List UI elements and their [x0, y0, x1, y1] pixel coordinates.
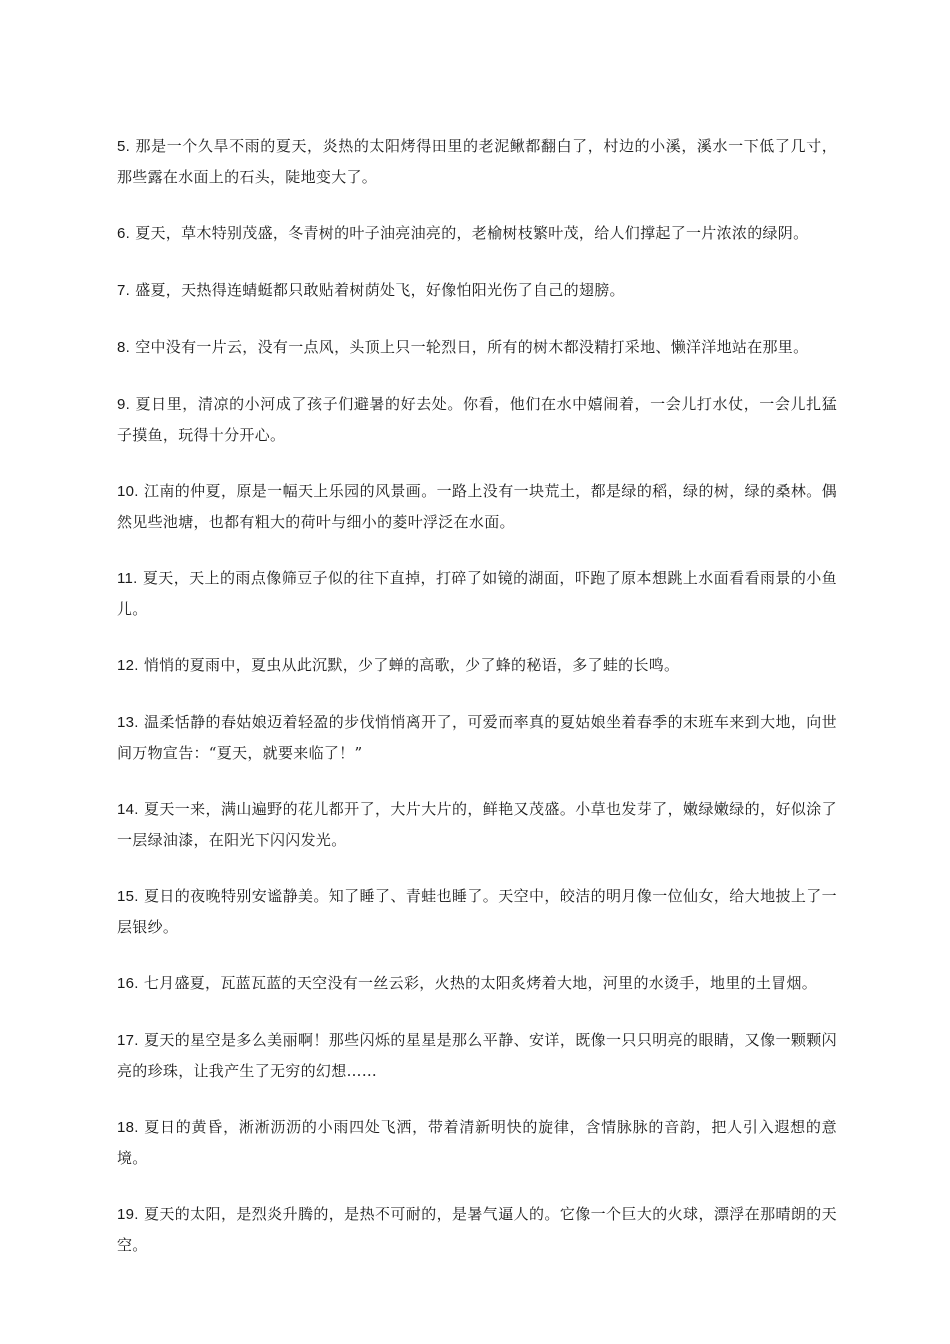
- item-number: 19.: [117, 1206, 139, 1223]
- paragraph-item: [117, 218, 837, 249]
- item-number: 8.: [117, 339, 131, 356]
- paragraph-item: [117, 794, 837, 855]
- paragraph-item: [117, 389, 837, 450]
- item-text: 盛夏，天热得连蜻蜓都只敢贴着树荫处飞，好像怕阳光伤了自己的翅膀。: [135, 281, 625, 299]
- item-number: 13.: [117, 714, 139, 731]
- paragraph-item: [117, 275, 837, 306]
- paragraph-item: [117, 1112, 837, 1173]
- item-text: 悄悄的夏雨中，夏虫从此沉默，少了蝉的高歌，少了蜂的秘语，多了蛙的长鸣。: [143, 656, 680, 674]
- paragraph-item: [117, 563, 837, 624]
- item-number: 14.: [117, 801, 139, 818]
- item-text: 夏日的夜晚特别安谧静美。知了睡了、青蛙也睡了。天空中，皎洁的明月像一位仙女，给大地披上了一层银纱。: [117, 887, 837, 936]
- paragraph-item: [117, 707, 837, 768]
- item-text: 夏日里，清凉的小河成了孩子们避暑的好去处。你看，他们在水中嬉闹着，一会儿打水仗，一会儿扎猛子摸鱼，玩得十分开心。: [117, 395, 837, 444]
- item-text: 夏天，草木特别茂盛，冬青树的叶子油亮油亮的，老榆树枝繁叶茂，给人们撑起了一片浓浓的绿阴。: [135, 224, 809, 242]
- item-text: 夏天的太阳，是烈炎升腾的，是热不可耐的，是暑气逼人的。它像一个巨大的火球，漂浮在那晴朗的天空。: [117, 1205, 837, 1254]
- paragraph-item: [117, 332, 837, 363]
- paragraph-item: [117, 1199, 837, 1260]
- item-number: 5.: [117, 138, 131, 155]
- paragraph-item: [117, 881, 837, 942]
- item-text: 七月盛夏，瓦蓝瓦蓝的天空没有一丝云彩，火热的太阳炙烤着大地，河里的水烫手，地里的土冒烟。: [143, 974, 818, 992]
- item-number: 18.: [117, 1119, 139, 1136]
- item-number: 6.: [117, 225, 131, 242]
- item-text: 江南的仲夏，原是一幅天上乐园的风景画。一路上没有一块荒土，都是绿的稻，绿的树，绿的桑林。偶然见些池塘，也都有粗大的荷叶与细小的菱叶浮泛在水面。: [117, 482, 837, 531]
- paragraph-item: [117, 131, 837, 192]
- item-number: 9.: [117, 396, 131, 413]
- item-number: 15.: [117, 888, 139, 905]
- paragraph-list: [117, 131, 837, 1286]
- paragraph-item: [117, 1025, 837, 1086]
- item-text: 空中没有一片云，没有一点风，头顶上只一轮烈日，所有的树木都没精打采地、懒洋洋地站在那里。: [135, 338, 809, 356]
- item-text: 温柔恬静的春姑娘迈着轻盈的步伐悄悄离开了，可爱而率真的夏姑娘坐着春季的末班车来到大地，向世间万物宣告：“夏天，就要来临了！”: [117, 713, 837, 762]
- item-text: 夏天一来，满山遍野的花儿都开了，大片大片的，鲜艳又茂盛。小草也发芽了，嫩绿嫩绿的，好似涂了一层绿油漆，在阳光下闪闪发光。: [117, 800, 837, 849]
- item-text: 那是一个久旱不雨的夏天，炎热的太阳烤得田里的老泥鳅都翻白了，村边的小溪，溪水一下低了几寸，那些露在水面上的石头，陡地变大了。: [117, 137, 837, 186]
- item-text: 夏日的黄昏，淅淅沥沥的小雨四处飞洒，带着清新明快的旋律，含情脉脉的音韵，把人引入遐想的意境。: [117, 1118, 837, 1167]
- item-number: 11.: [117, 570, 138, 587]
- item-text: 夏天，天上的雨点像筛豆子似的往下直掉，打碎了如镜的湖面，吓跑了原本想跳上水面看看雨景的小鱼儿。: [117, 569, 837, 618]
- paragraph-item: [117, 968, 837, 999]
- item-number: 16.: [117, 975, 139, 992]
- paragraph-item: [117, 476, 837, 537]
- paragraph-item: [117, 650, 837, 681]
- item-text: 夏天的星空是多么美丽啊！那些闪烁的星星是那么平静、安详，既像一只只明亮的眼睛，又像一颗颗闪亮的珍珠，让我产生了无穷的幻想……: [117, 1031, 837, 1080]
- item-number: 7.: [117, 282, 131, 299]
- item-number: 17.: [117, 1032, 139, 1049]
- item-number: 10.: [117, 483, 139, 500]
- item-number: 12.: [117, 657, 139, 674]
